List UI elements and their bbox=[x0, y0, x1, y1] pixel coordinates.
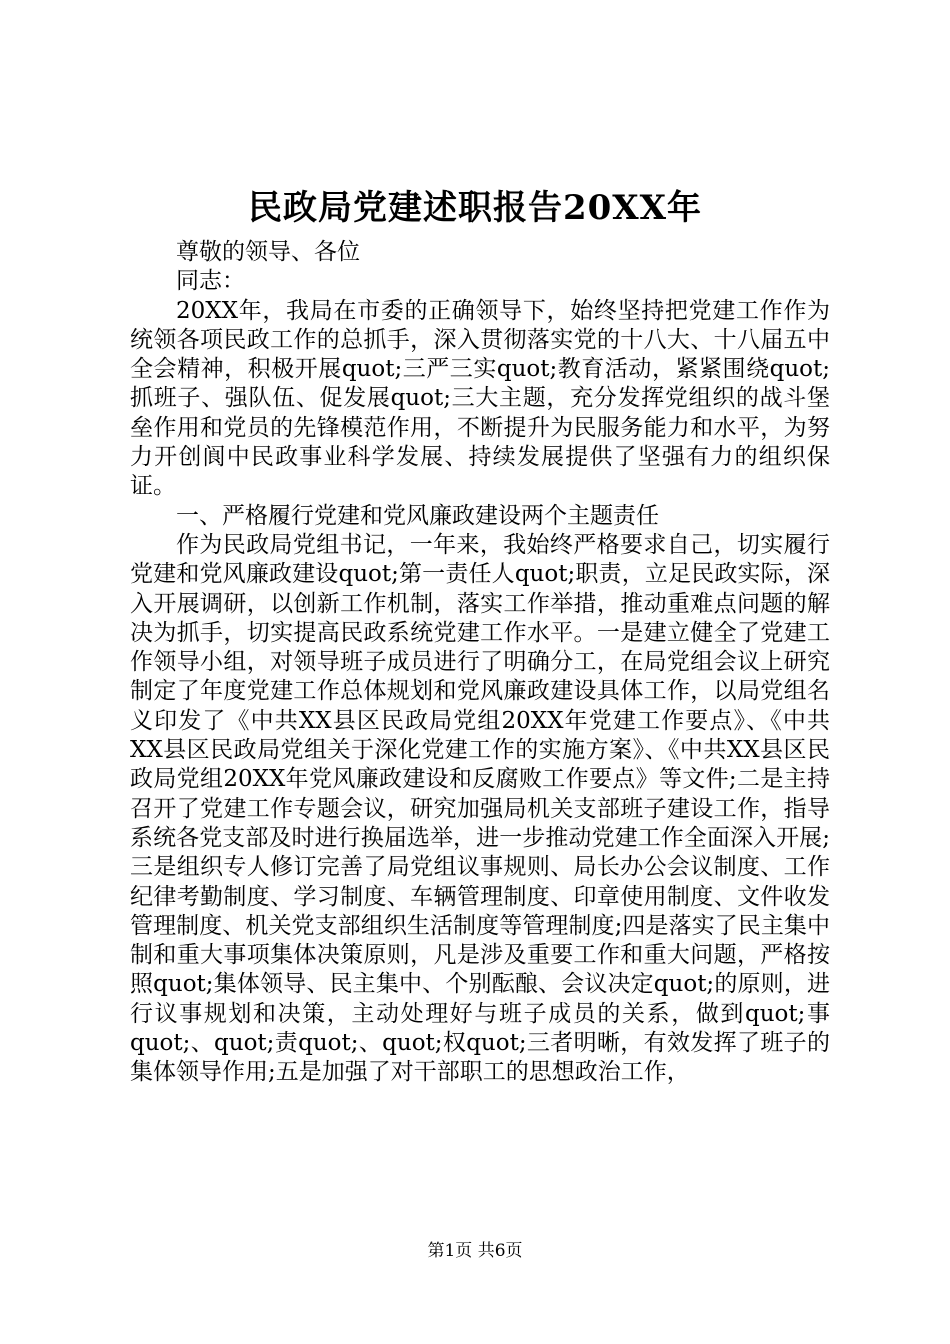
salutation-line-2: 同志： bbox=[176, 268, 245, 295]
document-title: 民政局党建述职报告20XX年 bbox=[247, 188, 703, 228]
section-heading: 一、严格履行党建和党风廉政建设两个主题责任 bbox=[176, 502, 659, 529]
intro-paragraph: 20XX年，我局在市委的正确领导下，始终坚持把党建工作作为统领各项民政工作的总抓手，深入贯彻落实党的十八大、十八届五中全会精神，积极开展quot;三严三实quot;教育活动，紧紧围绕quot;抓班子、强队伍、促发展quot;三大主题，充分发挥党组织的战斗堡垒作用和党员的先锋模范作用，不断提升为民服务能力和水平，为努力开创阆中民政事业科学发展、持续发展提供了坚强有力的组织保证。 bbox=[130, 297, 830, 500]
page-footer: 第1页 共6页 bbox=[427, 1241, 523, 1261]
document-body bbox=[130, 238, 830, 1088]
salutation-line-1: 尊敬的领导、各位 bbox=[176, 239, 360, 265]
body-paragraph: 作为民政局党组书记，一年来，我始终严格要求自己，切实履行党建和党风廉政建设quot;第一责任人quot;职责，立足民政实际，深入开展调研，以创新工作机制，落实工作举措，推动重难点问题的解决为抓手，切实提高民政系统党建工作水平。一是建立健全了党建工作领导小组，对领导班子成员进行了明确分工，在局党组会议上研究制定了年度党建工作总体规划和党风廉政建设具体工作，以局党组名义印发了《中共XX县区民政局党组20XX年党建工作要点》、《中共XX县区民政局党组关于深化党建工作的实施方案》、《中共XX县区民政局党组20XX年党风廉政建设和反腐败工作要点》等文件;二是主持召开了党建工作专题会议，研究加强局机关支部班子建设工作，指导系统各党支部及时进行换届选举，进一步推动党建工作全面深入开展;三是组织专人修订完善了局党组议事规则、局长办公会议制度、工作纪律考勤制度、学习制度、车辆管理制度、印章使用制度、文件收发管理制度、机关党支部组织生活制度等管理制度;四是落实了民主集中制和重大事项集体决策原则，凡是涉及重要工作和重大问题，严格按照quot;集体领导、民主集中、个别酝酿、会议决定quot;的原则，进行议事规划和决策，主动处理好与班子成员的关系，做到quot;事quot;、quot;责quot;、quot;权quot;三者明晰，有效发挥了班子的集体领导作用;五是加强了对干部职工的思想政治工作， bbox=[130, 531, 830, 1086]
